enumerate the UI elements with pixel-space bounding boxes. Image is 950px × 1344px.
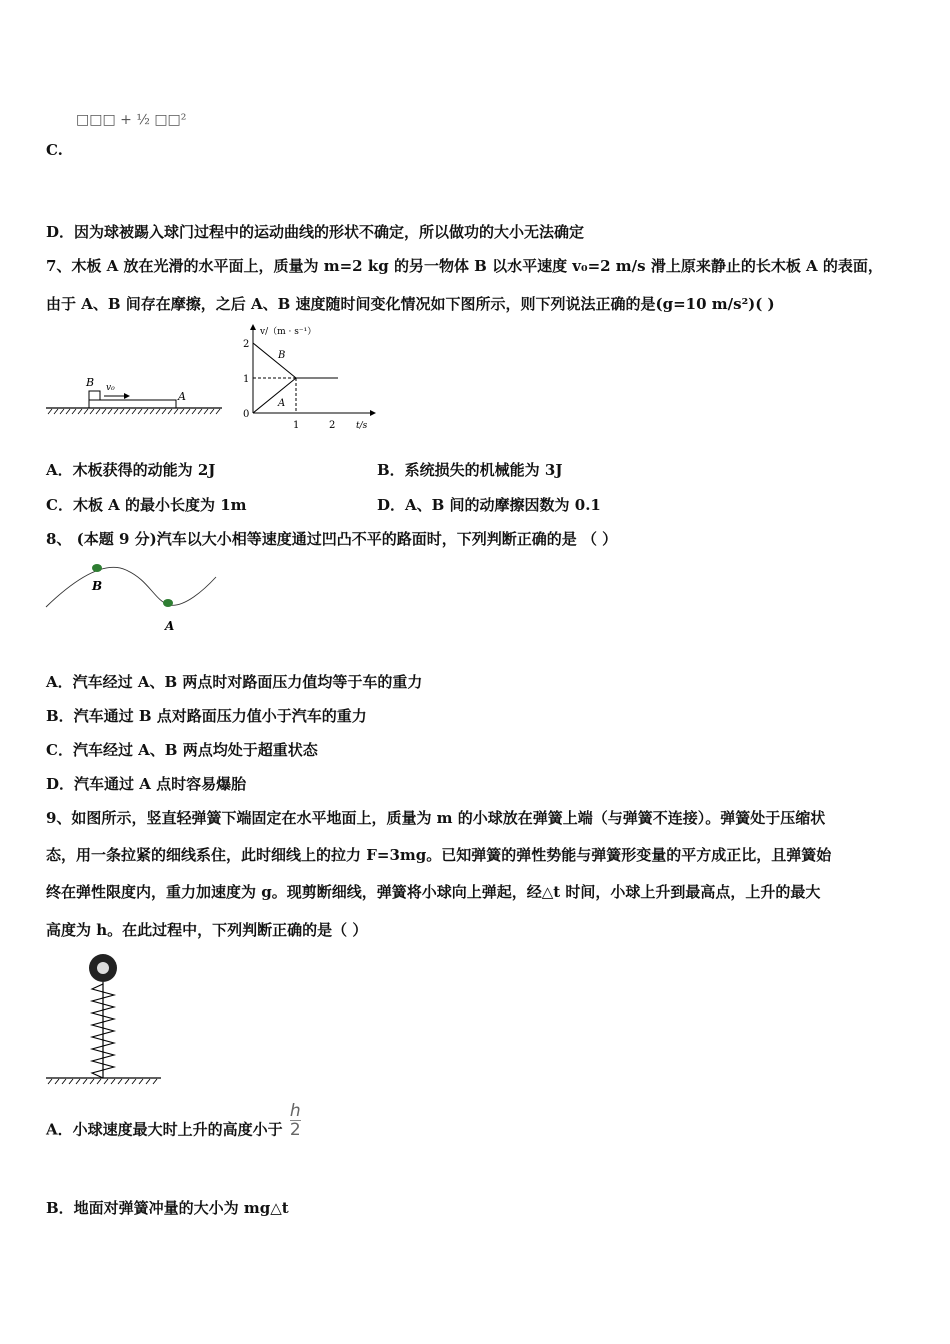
q7-label-a: A xyxy=(178,390,186,403)
q7-option-b[interactable]: B．系统损失的机械能为 3J xyxy=(377,461,563,479)
x-tick-1: 1 xyxy=(293,420,300,431)
q6-option-d: D．因为球被踢入球门过程中的运动曲线的形状不确定，所以做功的大小无法确定 xyxy=(46,223,585,241)
line-b-label: B xyxy=(278,350,286,361)
y-tick-2: 2 xyxy=(243,339,250,350)
q7-stem-line2: 由于 A、B 间存在摩擦，之后 A、B 速度随时间变化情况如下图所示，则下列说法正确的是(g=10 m/s²)( ) xyxy=(46,295,775,313)
q9-option-a-text: A．小球速度最大时上升的高度小于 xyxy=(46,1120,283,1139)
q8-option-c[interactable]: C．汽车经过 A、B 两点均处于超重状态 xyxy=(46,741,318,759)
q6-option-c-formula: □□□ + ½ □□² xyxy=(76,112,187,128)
line-b xyxy=(253,343,296,378)
q9-stem-line2: 态，用一条拉紧的细线系住，此时细线上的拉力 F=3mg。已知弹簧的弹性势能与弹簧形变量的平方成正比，且弹簧始 xyxy=(46,846,832,864)
x-axis-label: t/s xyxy=(356,421,368,431)
q9-option-b[interactable]: B．地面对弹簧冲量的大小为 mg△t xyxy=(46,1199,289,1217)
y-tick-1: 1 xyxy=(243,374,250,385)
q7-stem-line1: 7、木板 A 放在光滑的水平面上，质量为 m=2 kg 的另一物体 B 以水平速度 v₀=2 m/s 滑上原来静止的长木板 A 的表面， xyxy=(46,257,883,275)
q7-option-a[interactable]: A．木板获得的动能为 2J xyxy=(46,461,216,479)
q7-vt-graph xyxy=(238,322,378,434)
q9-stem-line1: 9、如图所示，竖直轻弹簧下端固定在水平地面上，质量为 m 的小球放在弹簧上端（与弹簧不连接）。弹簧处于压缩状 xyxy=(46,809,826,827)
q6-option-c-label: C. xyxy=(46,141,63,159)
q9-stem-line4: 高度为 h。在此过程中，下列判断正确的是（ ） xyxy=(46,921,368,939)
q7-label-v0: v₀ xyxy=(106,383,115,393)
h-over-2-fraction: $\frac{h}{2}$ xyxy=(289,1101,301,1140)
q9-spring-figure xyxy=(44,950,164,1085)
q7-board-figure xyxy=(44,370,224,415)
q7-option-d[interactable]: D．A、B 间的动摩擦因数为 0.1 xyxy=(377,496,601,514)
q8-road-figure xyxy=(44,560,219,635)
point-a-label: A xyxy=(165,619,175,633)
q7-option-c[interactable]: C．木板 A 的最小长度为 1m xyxy=(46,496,247,514)
q8-option-d[interactable]: D．汽车通过 A 点时容易爆胎 xyxy=(46,775,247,793)
q7-label-b: B xyxy=(86,376,95,389)
q9-stem-line3: 终在弹性限度内，重力加速度为 g。现剪断细线，弹簧将小球向上弹起，经△t 时间，小球上升到最高点，上升的最大 xyxy=(46,883,821,901)
q8-stem: 8、 (本题 9 分)汽车以大小相等速度通过凹凸不平的路面时，下列判断正确的是 （ ） xyxy=(46,530,618,548)
q8-option-b[interactable]: B．汽车通过 B 点对路面压力值小于汽车的重力 xyxy=(46,707,367,725)
x-tick-2: 2 xyxy=(329,420,336,431)
q8-option-a[interactable]: A．汽车经过 A、B 两点时对路面压力值均等于车的重力 xyxy=(46,673,423,691)
y-tick-0: 0 xyxy=(243,409,250,420)
y-axis-label: v/（m · s⁻¹） xyxy=(260,327,317,337)
line-a-label: A xyxy=(278,398,286,409)
line-a xyxy=(253,378,296,413)
point-b-label: B xyxy=(92,579,103,593)
q9-option-a[interactable] xyxy=(46,1101,301,1149)
